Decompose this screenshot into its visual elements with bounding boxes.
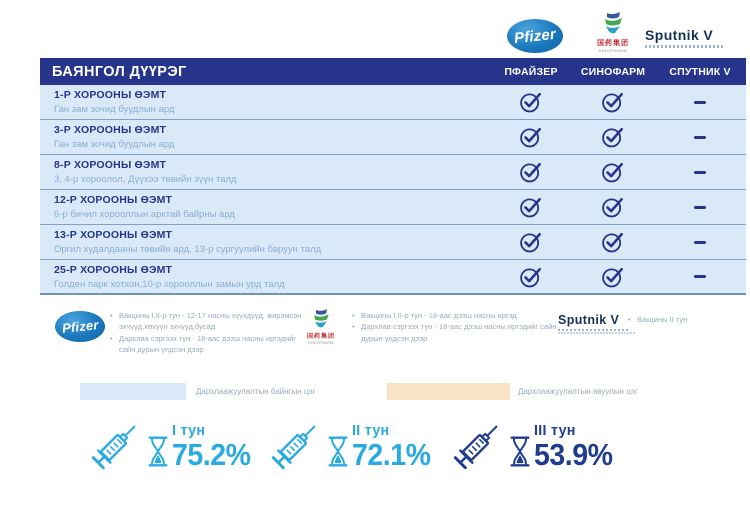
dose3-stat	[448, 414, 619, 476]
sputnik-tagline	[645, 45, 723, 48]
health-center-name: 1-Р ХОРООНЫ ӨЭМТ	[54, 89, 167, 101]
district-title: БАЯНГОЛ ДҮҮРЭГ	[52, 63, 187, 80]
table-row	[40, 190, 746, 225]
hourglass-icon	[328, 436, 348, 467]
health-center-name: 13-Р ХОРООНЫ ӨЭМТ	[54, 229, 173, 241]
table-row	[40, 260, 746, 295]
dash-icon	[694, 171, 706, 174]
syringe-icon	[86, 414, 146, 476]
bullet-icon: •	[352, 322, 355, 332]
sinopharm-cell	[572, 231, 654, 253]
sputnik-logo-text: Sputnik V	[645, 27, 714, 43]
dash-icon	[694, 206, 706, 209]
sputnik-legend-notes	[628, 314, 728, 325]
pfizer-note: Вакцины I,II-р тун - 12-17 насны хүүхдүүд, жирэмсэн эхчүүд,хөхүүл эхчүүд,бусад	[119, 311, 302, 332]
sputnik-legend-tagline	[558, 329, 628, 331]
table-row	[40, 225, 746, 260]
pfizer-logo	[507, 19, 563, 53]
pfizer-cell	[490, 196, 572, 218]
sputnik-legend-logo	[558, 313, 638, 334]
check-icon	[602, 266, 624, 288]
sinopharm-logo	[589, 11, 637, 53]
dose1-stat	[86, 414, 257, 476]
pfizer-cell	[490, 91, 572, 113]
pfizer-cell	[490, 161, 572, 183]
sputnik-cell	[654, 275, 746, 278]
sputnik-legend-logo-text: Sputnik V	[558, 313, 620, 327]
sputnik-note: Вакцины II тун	[637, 315, 688, 324]
sinopharm-glyph-icon	[309, 308, 333, 329]
mobile-point-swatch	[387, 383, 510, 400]
sinopharm-legend-cn-text: 国药集团	[306, 334, 335, 340]
health-center-address: Ган зам зочид буудлын ард	[54, 139, 175, 150]
health-center-address: Голден парк хотхон,10-р хорооллын замын урд талд	[54, 278, 285, 290]
health-center-address: Оргил худалдааны төвийн ард, 13-р сургуулийн баруун талд	[54, 244, 322, 255]
dose2-value: 72.1%	[352, 437, 431, 472]
sinopharm-cell	[572, 91, 654, 113]
health-center-address: 6-р бичил хорооллын арктай байрны ард	[54, 209, 235, 220]
dose1-label: I тун	[172, 422, 206, 439]
table-row	[40, 85, 746, 120]
check-icon	[520, 161, 542, 183]
sinopharm-cell	[572, 126, 654, 148]
dose3-value: 53.9%	[534, 437, 613, 472]
check-icon	[520, 91, 542, 113]
column-header-pfizer: ПФАЙЗЕР	[504, 65, 558, 78]
pfizer-cell	[490, 231, 572, 253]
table-header	[40, 58, 746, 85]
health-center-name: 8-Р ХОРООНЫ ӨЭМТ	[54, 159, 167, 171]
hourglass-icon	[510, 436, 530, 467]
sinopharm-legend-logo	[300, 308, 342, 345]
health-center-address: 3, 4-р хороолол, Дүүхээ төвийн зүүн талд	[54, 174, 237, 185]
pfizer-legend-notes	[110, 310, 310, 355]
sinopharm-en-text: SINOPHARM	[598, 47, 628, 53]
pfizer-legend-logo-text: Pfizer	[61, 317, 99, 336]
check-icon	[602, 91, 624, 113]
check-icon	[602, 196, 624, 218]
dose1-value: 75.2%	[172, 437, 251, 472]
syringe-icon	[448, 414, 508, 476]
pfizer-legend-logo	[55, 311, 105, 342]
sputnik-cell	[654, 241, 746, 244]
syringe-icon	[266, 414, 326, 476]
dose2-stat	[266, 414, 437, 476]
sputnik-legend-tagline2	[558, 332, 636, 334]
check-icon	[602, 161, 624, 183]
sinopharm-legend-notes	[352, 310, 564, 344]
sinopharm-cell	[572, 161, 654, 183]
dash-icon	[694, 275, 706, 278]
health-center-name: 12-Р ХОРООНЫ ӨЭМТ	[54, 194, 173, 206]
dash-icon	[694, 136, 706, 139]
check-icon	[602, 231, 624, 253]
health-center-name: 3-Р ХОРООНЫ ӨЭМТ	[54, 124, 167, 136]
table-row	[40, 155, 746, 190]
check-icon	[602, 126, 624, 148]
sinopharm-glyph-icon	[599, 11, 627, 35]
bullet-icon: •	[352, 311, 355, 320]
sinopharm-cell	[572, 266, 654, 288]
vaccine-table	[40, 58, 746, 295]
pfizer-logo-text: Pfizer	[513, 25, 557, 47]
sputnik-cell	[654, 206, 746, 209]
dose3-label: III тун	[534, 422, 576, 439]
dose2-label: II тун	[352, 422, 390, 439]
sinopharm-cn-text: 国药集团	[597, 40, 629, 47]
pfizer-cell	[490, 266, 572, 288]
bullet-icon: •	[110, 333, 113, 343]
check-icon	[520, 196, 542, 218]
bullet-icon: •	[628, 315, 631, 324]
sinopharm-note: Вакцины I,II-р тун - 18-аас дээш насны иргэд	[361, 311, 517, 320]
dash-icon	[694, 101, 706, 104]
check-icon	[520, 266, 542, 288]
permanent-point-swatch	[80, 383, 186, 400]
column-header-sinopharm: СИНОФАРМ	[580, 65, 646, 78]
column-header-sputnik: СПУТНИК V	[669, 65, 731, 78]
hourglass-icon	[148, 436, 168, 467]
pfizer-cell	[490, 126, 572, 148]
mobile-point-label: Дархлаажуулалтын явуулын цэг	[518, 387, 638, 396]
sputnik-cell	[654, 171, 746, 174]
sinopharm-cell	[572, 196, 654, 218]
pfizer-note: Дархлаа сэргээх тун - 18-аас дээш насны иргэдийг сайн дурын үндсэн дээр	[119, 333, 297, 354]
sinopharm-note: Дархлаа сэргээх тун - 18-аас дээш насны иргэдийг сайн дурын үндсэн дээр	[361, 322, 557, 343]
health-center-name: 25-Р ХОРООНЫ ӨЭМТ	[54, 263, 173, 276]
sputnik-cell	[654, 136, 746, 139]
bullet-icon: •	[110, 311, 113, 320]
sputnik-logo	[645, 27, 731, 48]
check-icon	[520, 126, 542, 148]
check-icon	[520, 231, 542, 253]
health-center-address: Ган зам зочид буудлын ард	[54, 104, 175, 115]
table-row	[40, 120, 746, 155]
dash-icon	[694, 241, 706, 244]
sinopharm-legend-en-text: SINOPHARM	[308, 340, 334, 345]
permanent-point-label: Дархлаажуулалтын байнгын цэг	[196, 387, 316, 396]
sputnik-cell	[654, 101, 746, 104]
